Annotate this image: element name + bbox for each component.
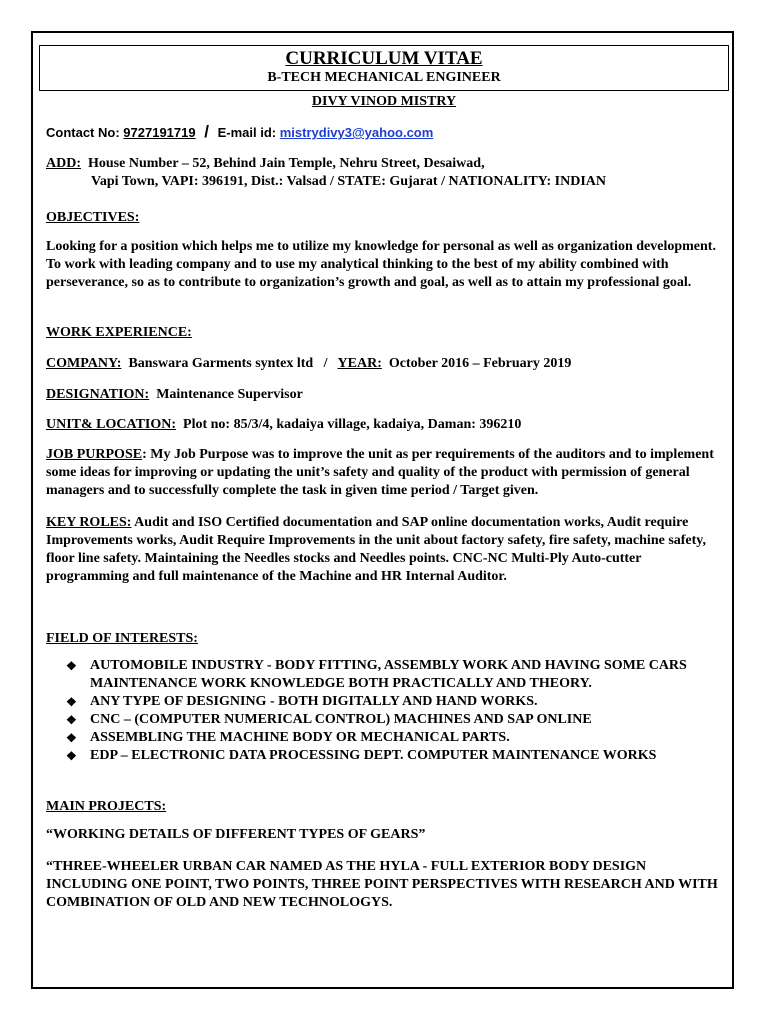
diamond-bullet-icon: ❖ [66,749,77,763]
key-roles-block [46,514,722,586]
address-line-2: Vapi Town, VAPI: 396191, Dist.: Valsad / STATE: Gujarat / NATIONALITY: INDIAN [91,174,607,189]
cv-subtitle: B-TECH MECHANICAL ENGINEER [267,70,501,85]
designation-label: DESIGNATION: [46,387,150,402]
key-roles-label: KEY ROLES: [46,515,132,530]
diamond-bullet-icon: ❖ [66,731,77,745]
diamond-bullet-icon: ❖ [66,659,77,673]
company-line [46,355,722,373]
main-projects-heading: MAIN PROJECTS: [46,799,167,814]
candidate-name: DIVY VINOD MISTRY [311,94,457,109]
job-purpose-label: JOB PURPOSE [46,447,143,462]
year-label: YEAR: [337,356,382,371]
year-value: October 2016 – February 2019 [388,356,572,371]
phone-label: Contact No: [46,125,120,140]
address-block [46,155,606,191]
contact-line [46,123,433,142]
address-line-1: House Number – 52, Behind Jain Temple, Nehru Street, Desaiwad, [88,156,485,171]
company-separator: / [323,356,328,371]
key-roles-text: Audit and ISO Certified documentation and SAP online documentation works, Audit require Improvements works, Audit Require Improvements in the unit about factory safety, fire safety, machine safety, floor line safety. Maintaining the Needles stocks and Needles points. CNC-NC Multi-Ply Auto-cutter programming and full maintenance of the Machine and HR Internal Auditor. [46,515,707,584]
work-experience-heading: WORK EXPERIENCE: [46,325,192,340]
job-purpose-block [46,446,722,500]
field-of-interests-heading: FIELD OF INTERESTS: [46,631,198,646]
objectives-text: Looking for a position which helps me to utilize my knowledge for personal as well as organization development. To work with leading company and to use my analytical thinking to the best of my ability combined with perseverance, so as to contribute to organization’s growth and goal, as well as to attain my professional goal. [46,239,716,290]
unit-location-label: UNIT& LOCATION: [46,417,177,432]
project-item: “THREE-WHEELER URBAN CAR NAMED AS THE HYLA - FULL EXTERIOR BODY DESIGN INCLUDING ONE POINT, TWO POINTS, THREE POINT PERSPECTIVES WITH RESEARCH AND WITH COMBINATION OF OLD AND NEW TECHNOLOGYS. [46,859,718,910]
unit-location-line [46,416,722,434]
project-item: “WORKING DETAILS OF DIFFERENT TYPES OF GEARS” [46,827,426,842]
company-label: COMPANY: [46,356,122,371]
company-value: Banswara Garments syntex ltd [128,356,314,371]
diamond-bullet-icon: ❖ [66,695,77,709]
contact-separator: / [204,122,209,141]
interests-list [66,657,726,765]
objectives-heading: OBJECTIVES: [46,210,140,225]
address-label: ADD: [46,156,81,171]
job-purpose-text: : My Job Purpose was to improve the unit as per requirements of the auditors and to implement some ideas for improving or updating the unit’s safety and quality of the product with permission of general managers and to successfully complete the task in given time period / Target given. [46,447,714,498]
list-item: ❖ ANY TYPE OF DESIGNING - BOTH DIGITALLY AND HAND WORKS. [66,694,538,709]
list-item: ❖ CNC – (COMPUTER NUMERICAL CONTROL) MACHINES AND SAP ONLINE [66,712,592,727]
designation-line [46,386,722,404]
unit-location-value: Plot no: 85/3/4, kadaiya village, kadaiya, Daman: 396210 [183,417,522,432]
list-item: ❖ ASSEMBLING THE MACHINE BODY OR MECHANICAL PARTS. [66,730,510,745]
cv-title: CURRICULUM VITAE [285,48,483,69]
list-item: ❖ EDP – ELECTRONIC DATA PROCESSING DEPT. COMPUTER MAINTENANCE WORKS [66,748,657,763]
phone-number: 9727191719 [123,125,196,140]
email-label: E-mail id: [217,125,277,140]
list-item: ❖ AUTOMOBILE INDUSTRY - BODY FITTING, ASSEMBLY WORK AND HAVING SOME CARS MAINTENANCE WORK KNOWLEDGE BOTH PRACTICALLY AND THEORY. [66,658,687,691]
title-box [39,45,729,91]
diamond-bullet-icon: ❖ [66,713,77,727]
designation-value: Maintenance Supervisor [156,387,303,402]
email-link[interactable]: mistrydivy3@yahoo.com [279,125,434,140]
